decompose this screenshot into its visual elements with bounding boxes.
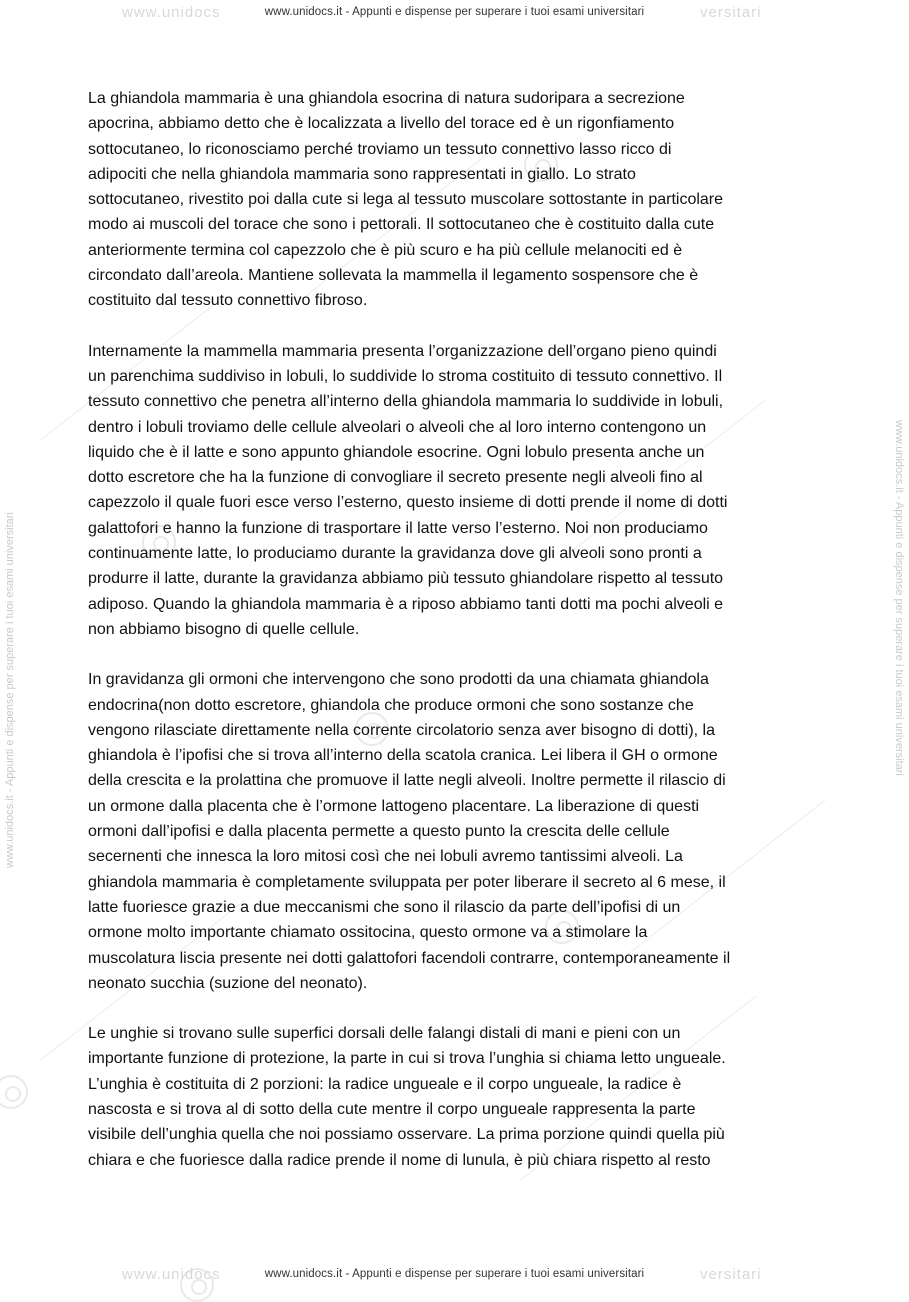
text-line: nascosta e si trova al di sotto della cute mentre il corpo ungueale rappresenta la parte [88,1100,696,1118]
text-line: importante funzione di protezione, la parte in cui si trova l’unghia si chiama letto ungueale. [88,1050,726,1068]
text-line: costituito dal tessuto connettivo fibroso. [88,292,368,310]
text-line: dentro i lobuli troviamo delle cellule alveolari o alveoli che al loro interno contengono un [88,418,707,436]
paragraph [88,1021,828,1173]
footer-watermark-left: www.unidocs [122,1266,221,1283]
text-line: modo ai muscoli del torace che sono i pettorali. Il sottocutaneo che è costituito dalla cute [88,216,715,234]
text-line: apocrina, abbiamo detto che è localizzata a livello del torace ed è un rigonfiamento [88,115,675,133]
text-line: In gravidanza gli ormoni che intervengono che sono prodotti da una chiamata ghiandola [88,671,709,689]
text-line: circondato dall’areola. Mantiene sollevata la mammella il legamento sospensore che è [88,267,699,285]
text-line: La ghiandola mammaria è una ghiandola esocrina di natura sudoripara a secrezione [88,90,685,107]
text-line: sottocutaneo, lo riconosciamo perché troviamo un tessuto connettivo lasso ricco di [88,140,672,158]
document-body [88,86,828,1198]
text-line: ghiandola è l’ipofisi che si trova all’interno della scatola cranica. Lei libera il GH o ormone [88,747,718,765]
text-line: ormone molto importante chiamato ossitocina, questo ormone va a stimolare la [88,924,648,942]
text-line: un ormone dalla placenta che è l’ormone lattogeno placentare. La liberazione di questi [88,797,700,815]
text-line: tessuto connettivo che penetra all’interno della ghiandola mammaria lo suddivide in lobuli, [88,393,724,411]
header-watermark-left: www.unidocs [122,4,221,21]
page-footer: www.unidocs.it - Appunti e dispense per superare i tuoi esami universitari [264,1268,645,1280]
text-line: galattofori e hanno la funzione di trasportare il latte verso l’esterno. Noi non produciamo [88,519,708,537]
text-line: non abbiamo bisogno di quelle cellule. [88,620,360,638]
paragraph [88,339,828,643]
side-watermark-left: www.unidocs.it - Appunti e dispense per superare i tuoi esami universitari [4,512,16,868]
paragraph [88,86,828,314]
text-line: capezzolo il quale fuori esce verso l’esterno, questo insieme di dotti prende il nome di dotti [88,494,728,512]
text-line: della crescita e la prolattina che promuove il latte negli alveoli. Inoltre permette il rilascio di [88,772,726,790]
side-watermark-right: www.unidocs.it - Appunti e dispense per superare i tuoi esami universitari [893,420,905,776]
footer-watermark-right: versitari [700,1266,762,1283]
text-line: neonato succhia (suzione del neonato). [88,974,368,992]
text-line: anteriormente termina col capezzolo che è più scuro e ha più cellule melanociti ed è [88,241,683,259]
text-line: dotto escretore che ha la funzione di convogliare il secreto presente negli alveoli fino al [88,469,703,487]
text-line: ormoni dall’ipofisi e dalla placenta permette a questo punto la crescita delle cellule [88,823,670,841]
watermark-logo-icon [0,1075,28,1109]
text-line: muscolatura liscia presente nei dotti galattofori facendoli contrarre, contemporaneamente il [88,949,731,967]
text-line: chiara e che fuoriesce dalla radice prende il nome di lunula, è più chiara rispetto al resto [88,1151,711,1169]
text-line: L’unghia è costituita di 2 porzioni: la radice ungueale e il corpo ungueale, la radice è [88,1075,682,1093]
text-line: sottocutaneo, rivestito poi dalla cute si lega al tessuto muscolare sottostante in particolare [88,191,724,209]
text-line: un parenchima suddiviso in lobuli, lo suddivide lo stroma costituito di tessuto connettivo. Il [88,367,723,385]
text-line: produrre il latte, durante la gravidanza abbiamo più tessuto ghiandolare rispetto al tessuto [88,570,724,588]
page-header: www.unidocs.it - Appunti e dispense per superare i tuoi esami universitari [264,6,645,18]
text-line: adipociti che nella ghiandola mammaria sono rappresentati in giallo. Lo strato [88,165,636,183]
text-line: vengono rilasciate direttamente nella corrente circolatorio senza aver bisogno di dotti), la [88,721,716,739]
text-line: liquido che è il latte e sono appunto ghiandole esocrine. Ogni lobulo presenta anche un [88,443,705,461]
text-line: visibile dell’unghia quella che noi possiamo osservare. La prima porzione quindi quella più [88,1126,725,1144]
text-line: Le unghie si trovano sulle superfici dorsali delle falangi distali di mani e pieni con un [88,1025,681,1043]
text-line: latte fuoriesce grazie a due meccanismi che sono il rilascio da parte dell’ipofisi di un [88,898,681,916]
text-line: adiposo. Quando la ghiandola mammaria è a riposo abbiamo tanti dotti ma pochi alveoli e [88,595,724,613]
text-line: Internamente la mammella mammaria presenta l’organizzazione dell’organo pieno quindi [88,342,717,360]
paragraph [88,667,828,996]
header-watermark-right: versitari [700,4,762,21]
text-line: continuamente latte, lo produciamo durante la gravidanza dove gli alveoli sono pronti a [88,545,702,563]
text-line: endocrina(non dotto escretore, ghiandola che produce ormoni che sono sostanze che [88,696,694,714]
text-line: secernenti che innesca la loro mitosi così che nei lobuli avremo tantissimi alveoli. La [88,848,683,866]
text-line: ghiandola mammaria è completamente sviluppata per poter liberare il secreto al 6 mese, il [88,873,726,891]
